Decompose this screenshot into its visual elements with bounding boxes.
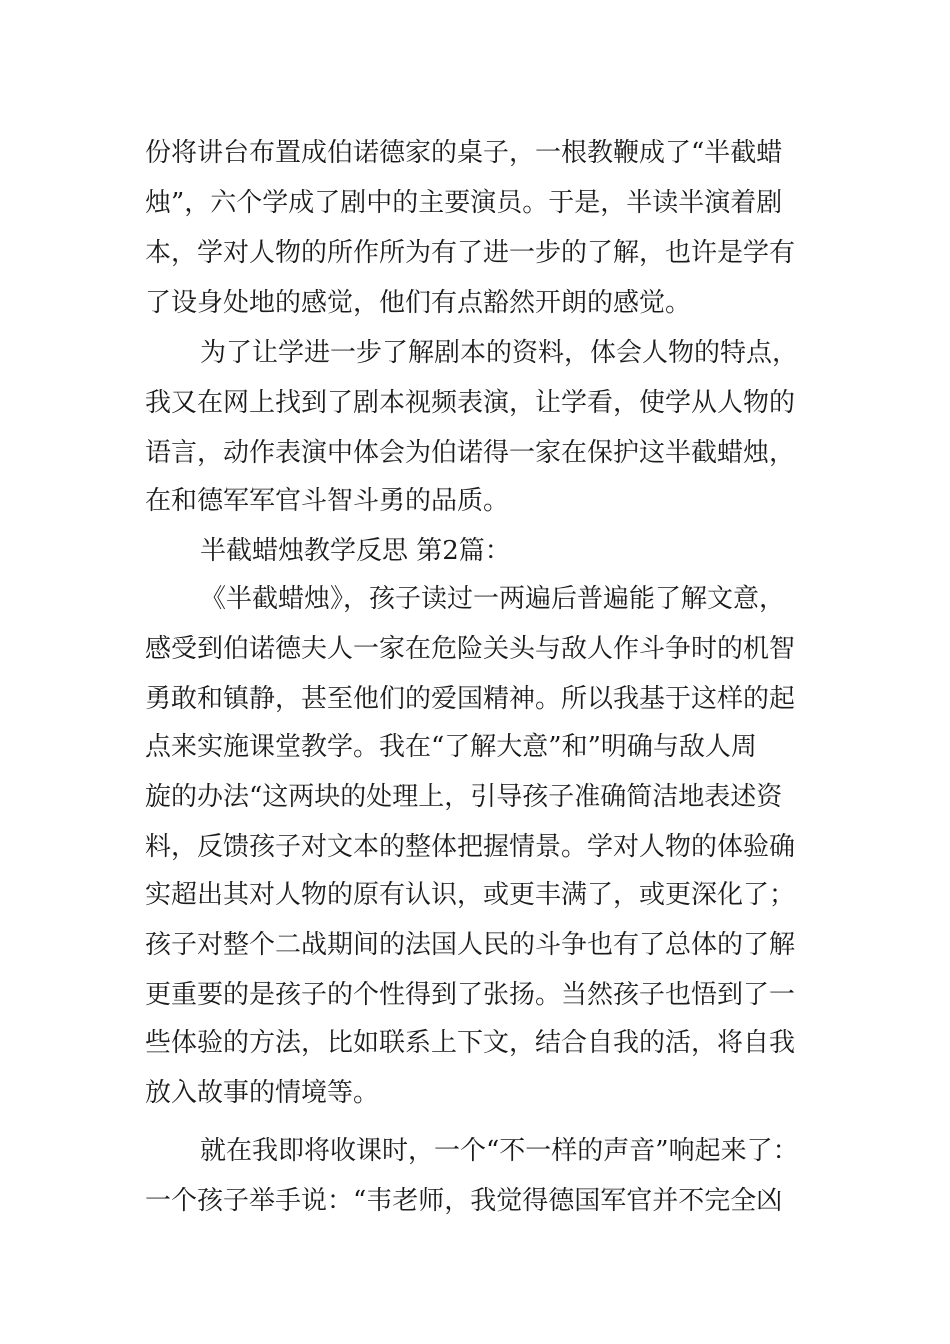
text-line: 实超出其对人物的原有认识，或更丰满了，或更深化了； xyxy=(145,880,796,910)
section-heading: 半截蜡烛教学反思 第2篇： xyxy=(200,536,511,566)
text-line: 孩子对整个二战期间的法国人民的斗争也有了总体的了解 xyxy=(145,930,796,960)
text-line: 更重要的是孩子的个性得到了张扬。当然孩子也悟到了一 xyxy=(145,980,796,1010)
text-line: 料，反馈孩子对文本的整体把握情景。学对人物的体验确 xyxy=(145,832,796,862)
text-line: 一个孩子举手说：“韦老师，我觉得德国军官并不完全凶 xyxy=(145,1186,783,1216)
paragraph-first-line: 就在我即将收课时，一个“不一样的声音”响起来了： xyxy=(200,1136,799,1166)
paragraph-first-line: 为了让学进一步了解剧本的资料，体会人物的特点， xyxy=(200,338,799,368)
text-line: 在和德军军官斗智斗勇的品质。 xyxy=(145,486,510,516)
text-line: 语言，动作表演中体会为伯诺得一家在保护这半截蜡烛， xyxy=(145,438,796,468)
text-line: 点来实施课堂教学。我在“了解大意”和”明确与敌人周 xyxy=(145,732,757,762)
text-line: 了设身处地的感觉，他们有点豁然开朗的感觉。 xyxy=(145,288,692,318)
text-line: 烛”，六个学成了剧中的主要演员。于是，半读半演着剧 xyxy=(145,188,783,218)
text-line: 放入故事的情境等。 xyxy=(145,1078,380,1108)
text-line: 勇敢和镇静，甚至他们的爱国精神。所以我基于这样的起 xyxy=(145,684,796,714)
text-line: 我又在网上找到了剧本视频表演，让学看，使学从人物的 xyxy=(145,388,796,418)
text-line: 本，学对人物的所作所为有了进一步的了解，也许是学有 xyxy=(145,238,796,268)
text-line: 份将讲台布置成伯诺德家的桌子，一根教鞭成了“半截蜡 xyxy=(145,138,783,168)
text-line: 些体验的方法，比如联系上下文，结合自我的活，将自我 xyxy=(145,1028,796,1058)
paragraph-first-line: 《半截蜡烛》，孩子读过一两遍后普遍能了解文意， xyxy=(200,584,786,614)
text-line: 旋的办法“这两块的处理上，引导孩子准确简洁地表述资 xyxy=(145,782,783,812)
text-line: 感受到伯诺德夫人一家在危险关头与敌人作斗争时的机智 xyxy=(145,634,796,664)
